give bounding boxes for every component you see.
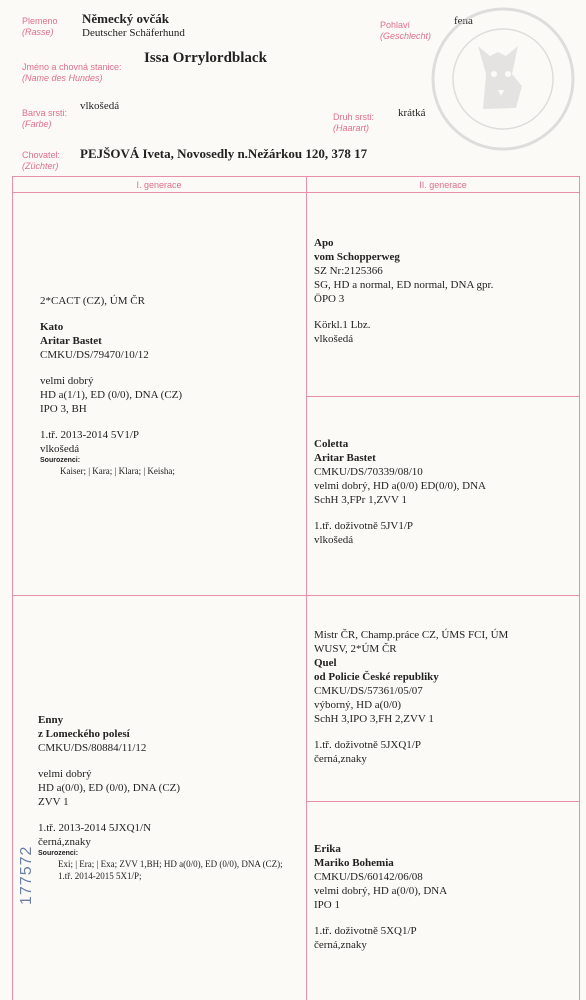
dam-reg: CMKU/DS/80884/11/12 [38,742,147,754]
dog-name: Issa Orrylordblack [144,50,267,66]
sire-breed-class: 1.tř. 2013-2014 5V1/P [40,429,139,441]
sire-cell [40,294,300,477]
sire-dam-color: vlkošedá [314,534,354,546]
dam-dam-reg: CMKU/DS/60142/06/08 [314,871,423,883]
dam-sire-cell [314,628,508,766]
breed-value-cz: Německý ovčák [82,11,170,26]
dam-breed-class: 1.tř. 2013-2014 5JXQ1/N [38,822,152,834]
dam-color: černá,znaky [38,836,91,848]
sire-dam-breed-class: 1.tř. doživotně 5JV1/P [314,520,413,532]
dam-sire-exam: SchH 3,IPO 3,FH 2,ZVV 1 [314,713,434,725]
sire-sire-color: vlkošedá [314,333,354,345]
breed-value-de: Deutscher Schäferhund [82,27,185,39]
dam-siblings-label: Sourozenci: [38,850,79,857]
dam-kennel: z Lomeckého polesí [38,728,130,740]
dam-dam-name: Erika [314,843,341,855]
dam-sire-name: Quel [314,657,337,669]
dam-siblings: Exi; | Era; | Exa; ZVV 1,BH; HD a(0/0), ED (0/0), DNA (CZ); 1.tř. 2014-2015 5X1/P; [58,859,283,881]
dam-exam: ZVV 1 [38,796,69,808]
sire-exam: IPO 3, BH [40,403,87,415]
sire-sire-health: SG, HD a normal, ED normal, DNA gpr. [314,279,494,291]
dam-dam-cell [314,842,447,952]
coat-label: Druh srsti: (Haarart) [333,112,375,133]
coat-value: krátká [398,107,426,119]
sire-sire-cell [314,236,493,346]
sex-value: fena [454,15,473,27]
sire-dam-reg: CMKU/DS/70339/08/10 [314,466,423,478]
registration-number: 177572 [18,845,35,905]
german-shepherd-seal-icon [428,4,578,154]
sire-color: vlkošedá [40,443,80,455]
sire-dam-exam: SchH 3,FPr 1,ZVV 1 [314,494,408,506]
dam-sire-title-1: Mistr ČR, Champ.práce CZ, ÚMS FCI, ÚM [314,629,509,641]
sire-dam-health: velmi dobrý, HD a(0/0) ED(0/0), DNA [314,480,486,492]
name-label: Jméno a chovná stanice: (Name des Hundes) [22,62,122,83]
dam-name: Enny [38,714,64,726]
sire-sire-kennel: vom Schopperweg [314,251,400,263]
dam-dam-exam: IPO 1 [314,899,340,911]
dam-eval: velmi dobrý [38,768,92,780]
generation-2-header: II. generace [419,180,467,190]
color-value: vlkošedá [80,100,120,112]
sire-eval: velmi dobrý [40,375,94,387]
sex-label: Pohlaví (Geschlecht) [380,20,432,41]
dam-health: HD a(0/0), ED (0/0), DNA (CZ) [38,782,181,794]
sire-sire-name: Apo [314,237,334,249]
dam-dam-health: velmi dobrý, HD a(0/0), DNA [314,885,448,897]
sire-sire-breed-class: Körkl.1 Lbz. [314,319,371,331]
sire-kennel: Aritar Bastet [40,335,102,347]
dam-sire-breed-class: 1.tř. doživotně 5JXQ1/P [314,739,421,751]
dam-dam-breed-class: 1.tř. doživotně 5XQ1/P [314,925,417,937]
dam-dam-kennel: Mariko Bohemia [314,857,394,869]
dam-sire-kennel: od Policie České republiky [314,671,439,683]
color-label: Barva srsti: (Farbe) [22,108,68,129]
sire-dam-name: Coletta [314,438,349,450]
sire-sire-exam: ÖPO 3 [314,293,345,305]
sire-siblings-label: Sourozenci: [40,457,81,464]
dam-sire-health: výborný, HD a(0/0) [314,699,402,711]
dam-sire-title-2: WUSV, 2*ÚM ČR [314,643,397,655]
sire-sire-reg: SZ Nr:2125366 [314,265,383,277]
sire-dam-kennel: Aritar Bastet [314,452,376,464]
dam-sire-color: černá,znaky [314,753,367,765]
breeder-value: PEJŠOVÁ Iveta, Novosedly n.Nežárkou 120, 378 17 [80,146,368,161]
sire-reg: CMKU/DS/79470/10/12 [40,349,149,361]
sire-siblings: Kaiser; | Kara; | Klara; | Keisha; [60,466,175,476]
dam-sire-reg: CMKU/DS/57361/05/07 [314,685,423,697]
generation-1-header: I. generace [136,180,182,190]
dam-cell [38,713,288,882]
sire-dam-cell [314,437,486,547]
sire-name: Kato [40,321,64,333]
breeder-label: Chovatel: (Züchter) [22,150,61,171]
sire-title: 2*CACT (CZ), ÚM ČR [40,295,145,307]
dam-dam-color: černá,znaky [314,939,367,951]
breed-label: Plemeno (Rasse) [22,16,58,37]
sire-health: HD a(1/1), ED (0/0), DNA (CZ) [40,389,183,401]
